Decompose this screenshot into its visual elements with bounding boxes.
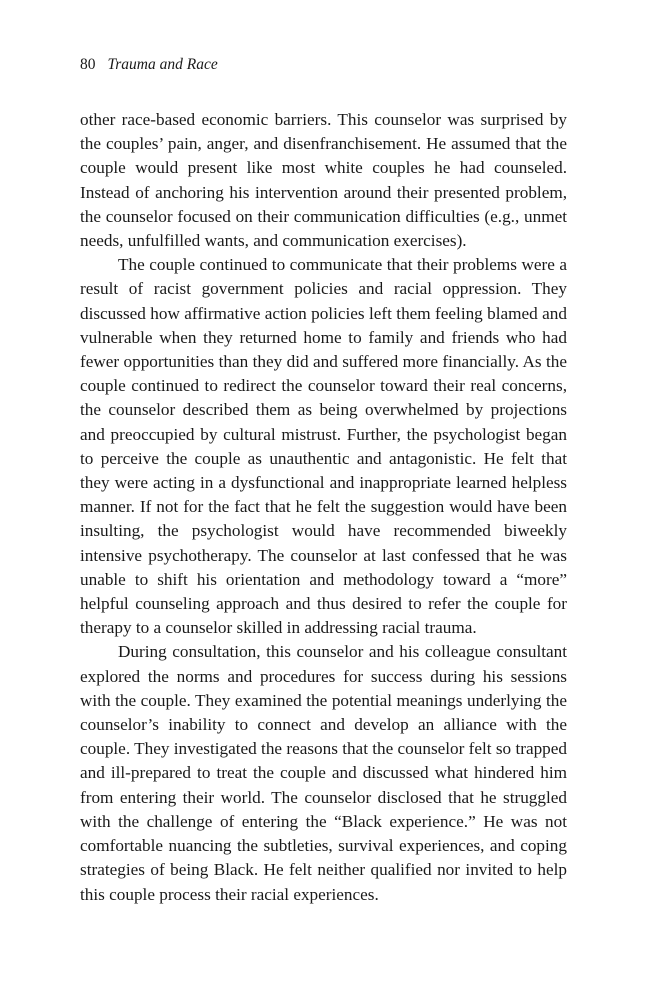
running-head <box>80 55 218 75</box>
paragraph: During consultation, this counselor and his colleague consultant explored the norms and procedures for success during his sessions with the couple. They examined the potential meanings underlying the counselor’s inability to connect and develop an alliance with the couple. They investigated the reasons that the counselor felt so trapped and ill-prepared to treat the couple and discussed what hindered him from entering their world. The counselor disclosed that he struggled with the challenge of entering the “Black experience.” He was not comfortable nuancing the subtleties, survival experiences, and coping strategies of being Black. He felt neither qualified nor invited to help this couple process their racial experiences. <box>80 642 567 904</box>
paragraph-continued: other race-based economic barriers. This counselor was surprised by the couples’ pain, anger, and disenfranchisement. He assumed that the couple would present like most white couples he had counseled. Instead of anchoring his intervention around their presented problem, the counselor focused on their communication difficulties (e.g., unmet needs, unfulfilled wants, and communication exercises). <box>80 110 567 251</box>
body-text <box>80 108 567 907</box>
paragraph: The couple continued to communicate that their problems were a result of racist government policies and racial oppression. They discussed how affirmative action policies left them feeling blamed and vulnerable when they returned home to family and friends who had fewer opportunities than they did and suffered more financially. As the couple continued to redirect the counselor toward their real concerns, the counselor described them as being overwhelmed by projections and preoccupied by cultural mistrust. Further, the psychologist began to perceive the couple as unauthentic and antagonistic. He felt that they were acting in a dysfunctional and inappropriate learned helpless manner. If not for the fact that he felt the suggestion would have been insulting, the psychologist would have recommended biweekly intensive psychotherapy. The counselor at last confessed that he was unable to shift his orientation and methodology toward a “more” helpful counseling approach and thus desired to refer the couple for therapy to a counselor skilled in addressing racial trauma. <box>80 255 567 638</box>
page-number: 80 <box>80 56 96 73</box>
book-title: Trauma and Race <box>107 56 218 73</box>
